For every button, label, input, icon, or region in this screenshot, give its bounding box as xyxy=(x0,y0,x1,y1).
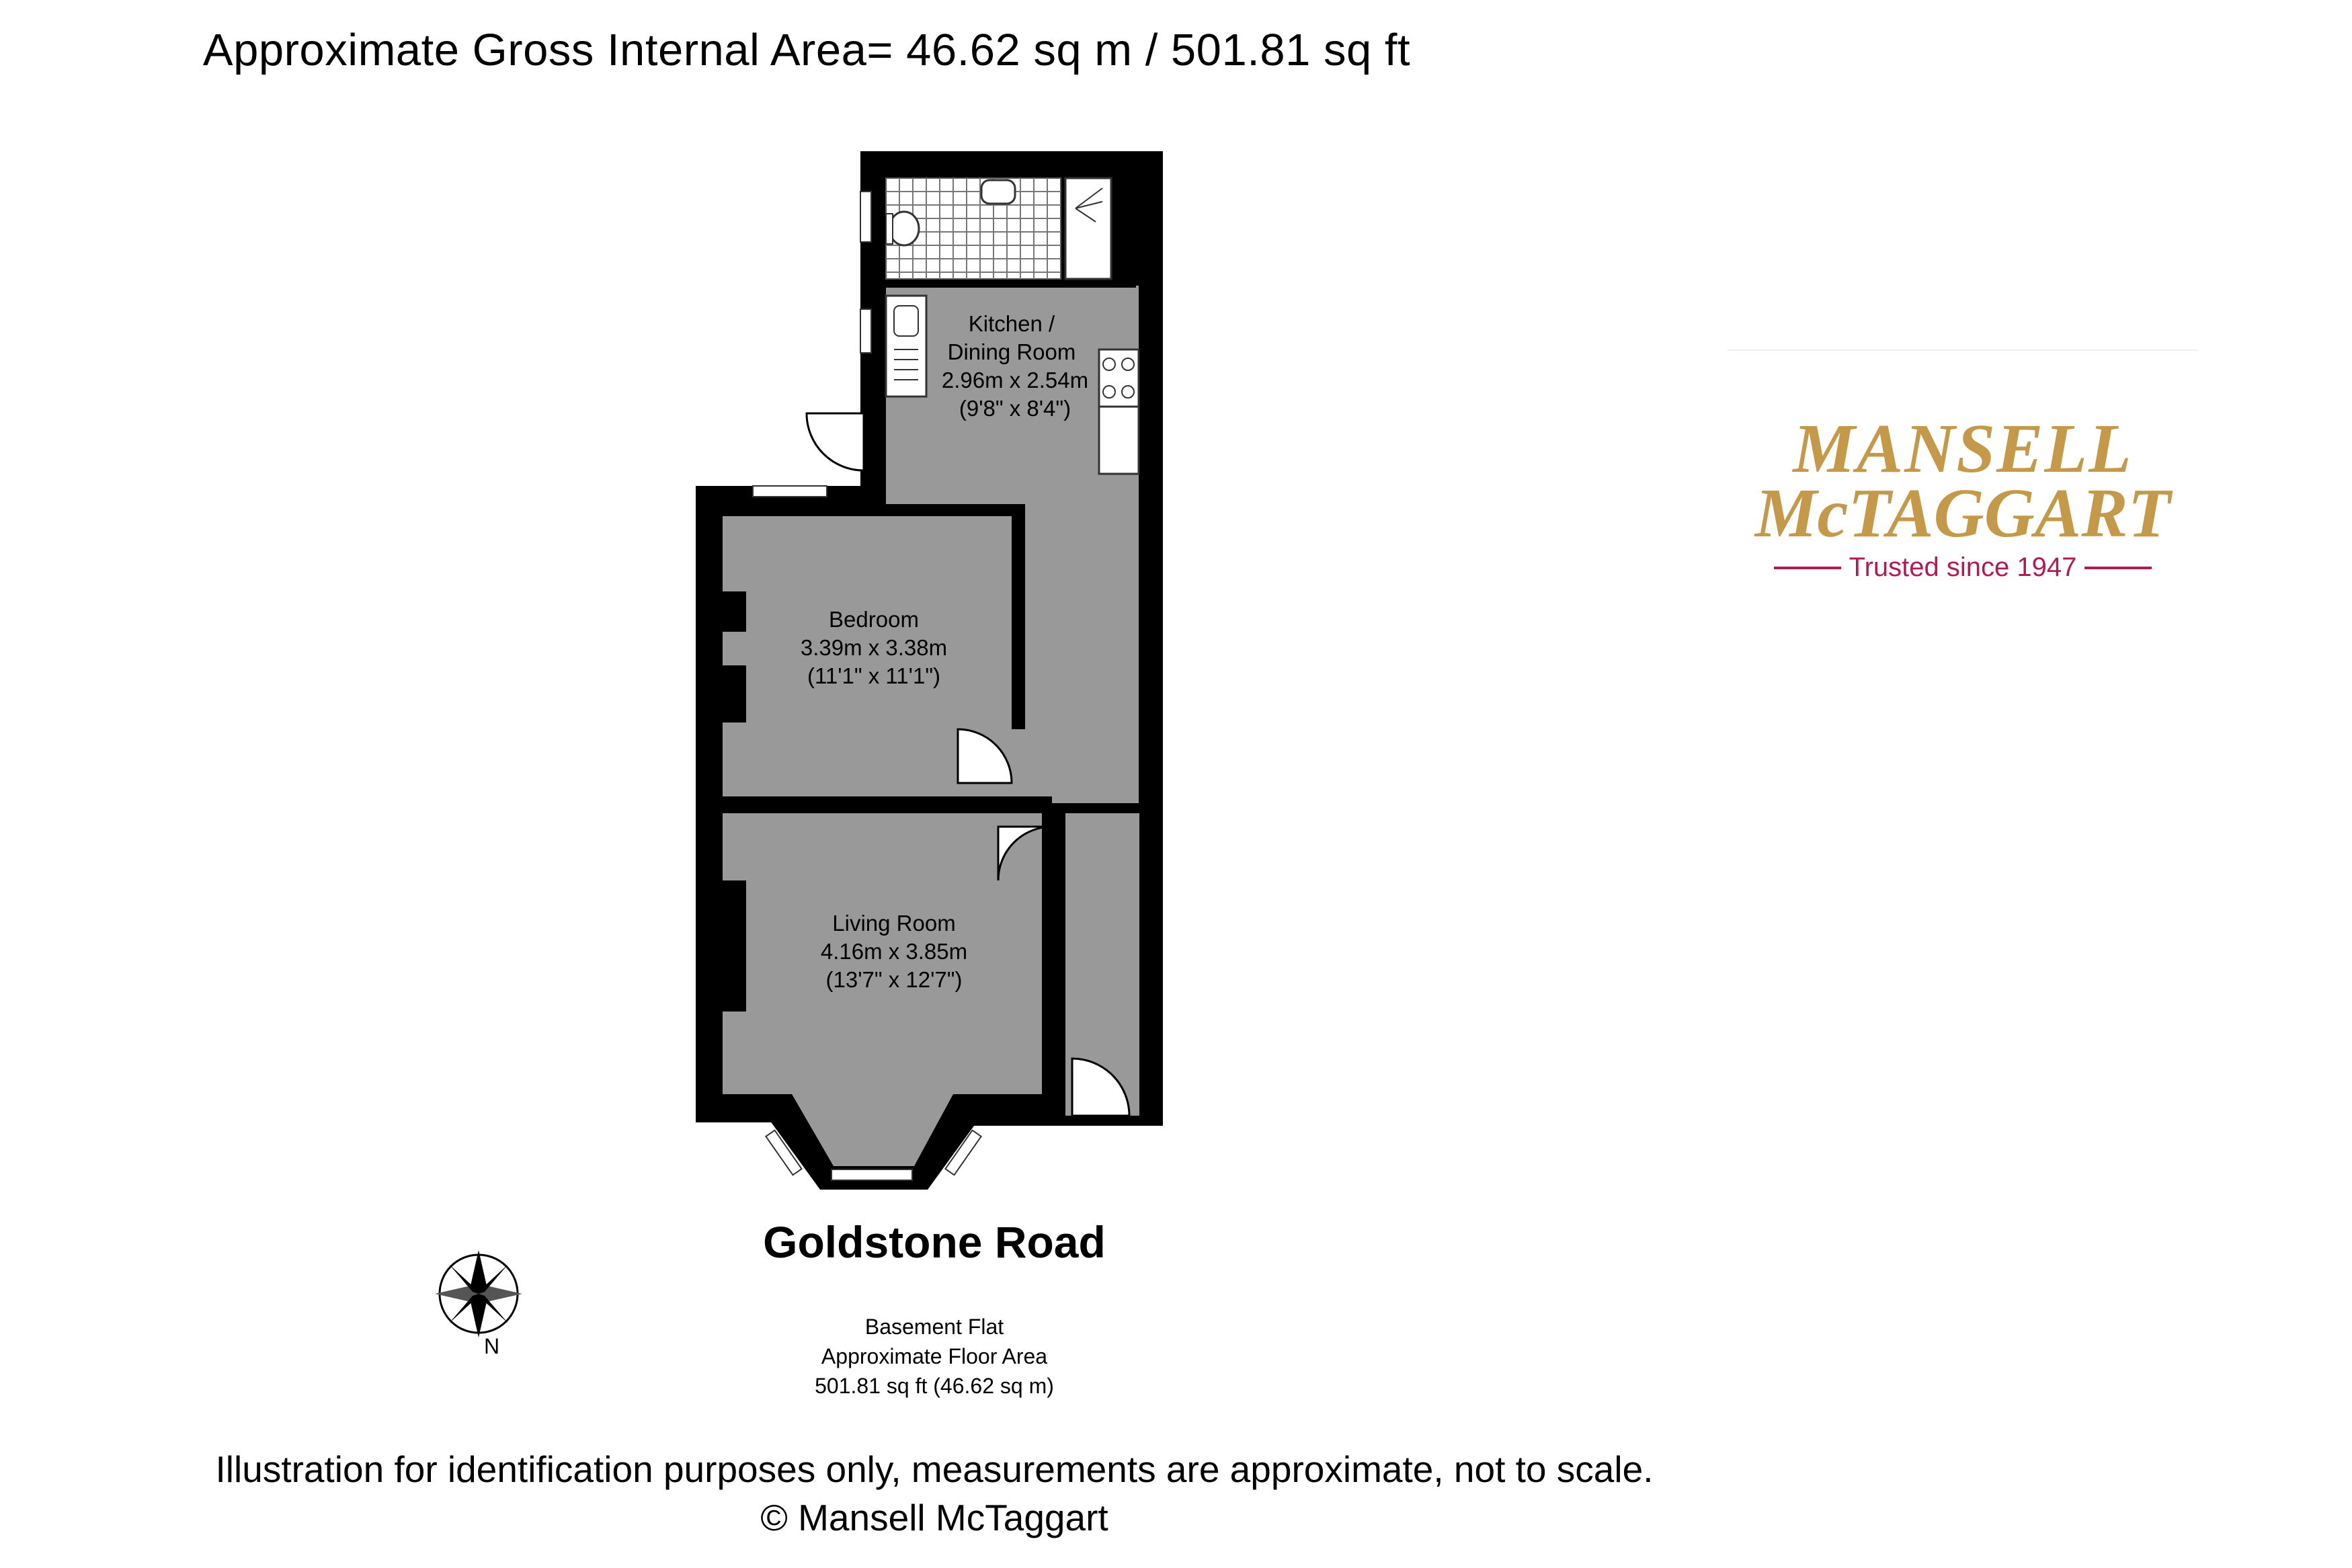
kitchen-imperial: (9'8" x 8'4") xyxy=(959,396,1071,421)
logo-rule-right xyxy=(2084,567,2152,569)
agency-logo xyxy=(1728,346,2198,583)
compass-icon xyxy=(435,1250,522,1337)
logo-line-1: MANSELL xyxy=(1793,410,2133,487)
floor-info xyxy=(733,1312,1136,1401)
floor-area-label: Approximate Floor Area xyxy=(821,1344,1048,1368)
logo-tagline-row xyxy=(1728,552,2198,583)
living-imperial: (13'7" x 12'7") xyxy=(825,967,963,992)
property-address: Goldstone Road xyxy=(763,1217,1106,1267)
bathroom xyxy=(886,178,1111,279)
logo-rule-left xyxy=(1774,567,1841,569)
kitchen-name-2: Dining Room xyxy=(947,339,1076,364)
floor-area-value: 501.81 sq ft (46.62 sq m) xyxy=(815,1374,1054,1398)
bedroom-name: Bedroom xyxy=(829,607,919,632)
compass-north-label: N xyxy=(484,1334,500,1358)
kitchen-metric: 2.96m x 2.54m xyxy=(941,368,1089,393)
logo-tagline: Trusted since 1947 xyxy=(1849,552,2077,582)
floor-level: Basement Flat xyxy=(864,1315,1004,1339)
kitchen-name-1: Kitchen / xyxy=(968,311,1055,336)
disclaimer xyxy=(0,1445,1869,1542)
disclaimer-text: Illustration for identification purposes only, measurements are approximate, not to scale. xyxy=(215,1448,1654,1490)
living-metric: 4.16m x 3.85m xyxy=(820,939,968,964)
copyright-text: © Mansell McTaggart xyxy=(760,1497,1108,1538)
bedroom-metric: 3.39m x 3.38m xyxy=(800,635,948,660)
bedroom-imperial: (11'1" x 11'1") xyxy=(807,663,941,688)
logo-line-2: McTAGGART xyxy=(1754,474,2171,552)
floor-areas xyxy=(723,286,1139,1166)
living-name: Living Room xyxy=(832,911,956,936)
gross-area-header: Approximate Gross Internal Area= 46.62 sq m / 501.81 sq ft xyxy=(202,25,1411,75)
